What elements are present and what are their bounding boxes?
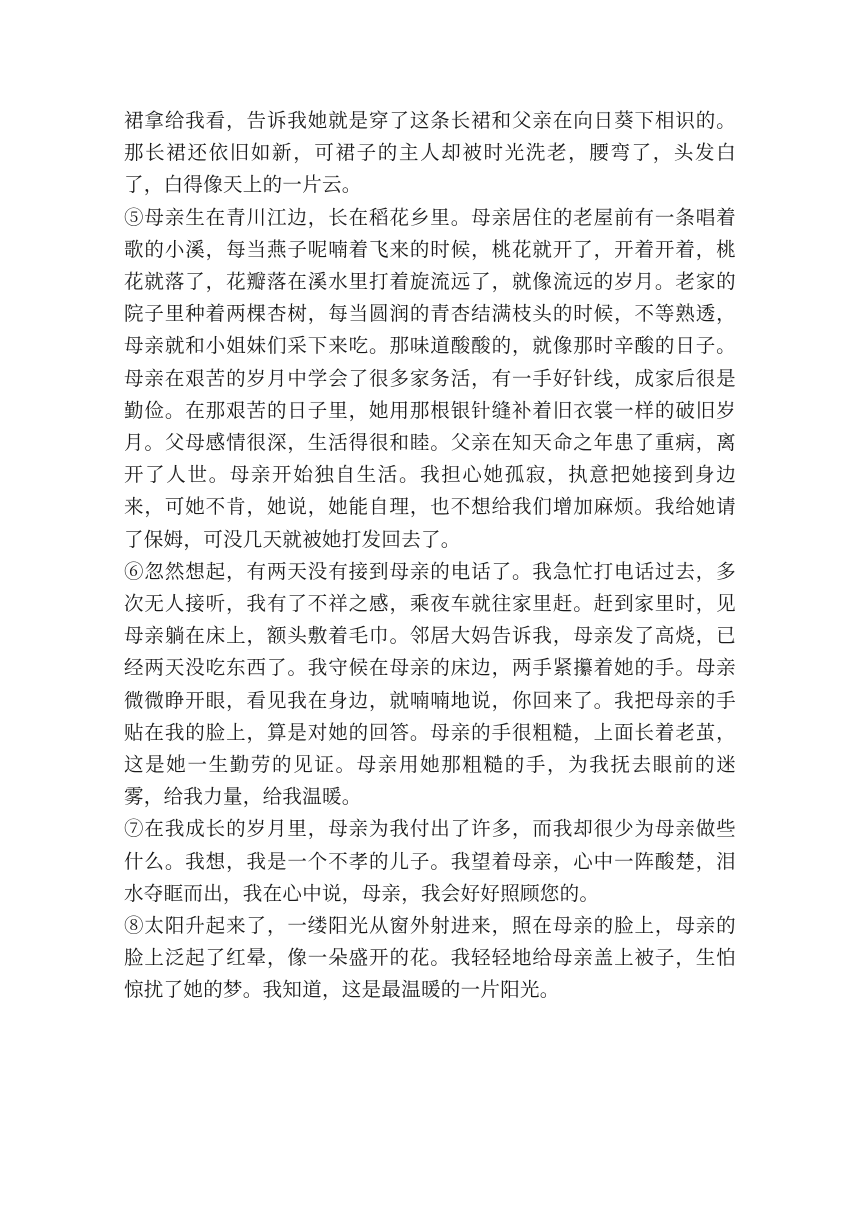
paragraph-8: ⑧太阳升起来了，一缕阳光从窗外射进来，照在母亲的脸上，母亲的脸上泛起了红晕，像一朵盛开的花。我轻轻地给母亲盖上被子，生怕惊扰了她的梦。我知道，这是最温暖的一片阳光。	[124, 914, 736, 1002]
paragraph-5: ⑤母亲生在青川江边，长在稻花乡里。母亲居住的老屋前有一条唱着歌的小溪，每当燕子呢喃着飞来的时候，桃花就开了，开着开着，桃花就落了，花瓣落在溪水里打着旋流远了，就像流远的岁月。老家的院子里种着两棵杏树，每当圆润的青杏结满枝头的时候，不等熟透，母亲就和小姐妹们采下来吃。那味道酸酸的，就像那时辛酸的日子。母亲在艰苦的岁月中学会了很多家务活，有一手好针线，成家后很是勤俭。在那艰苦的日子里，她用那根银针缝补着旧衣裳一样的破旧岁月。父母感情很深，生活得很和睦。父亲在知天命之年患了重病，离开了人世。母亲开始独自生活。我担心她孤寂，执意把她接到身边来，可她不肯，她说，她能自理，也不想给我们增加麻烦。我给她请了保姆，可没几天就被她打发回去了。	[124, 205, 736, 551]
document-body	[124, 105, 736, 1007]
paragraph-6: ⑥忽然想起，有两天没有接到母亲的电话了。我急忙打电话过去，多次无人接听，我有了不祥之感，乘夜车就往家里赶。赶到家里时，见母亲躺在床上，额头敷着毛巾。邻居大妈告诉我，母亲发了高烧，已经两天没吃东西了。我守候在母亲的床边，两手紧攥着她的手。母亲微微睁开眼，看见我在身边，就喃喃地说，你回来了。我把母亲的手贴在我的脸上，算是对她的回答。母亲的手很粗糙，上面长着老茧，这是她一生勤劳的见证。母亲用她那粗糙的手，为我抚去眼前的迷雾，给我力量，给我温暖。	[124, 559, 736, 809]
paragraph-continuation: 裙拿给我看，告诉我她就是穿了这条长裙和父亲在向日葵下相识的。那长裙还依旧如新，可裙子的主人却被时光洗老，腰弯了，头发白了，白得像天上的一片云。	[124, 109, 736, 197]
paragraph-7: ⑦在我成长的岁月里，母亲为我付出了许多，而我却很少为母亲做些什么。我想，我是一个不孝的儿子。我望着母亲，心中一阵酸楚，泪水夺眶而出，我在心中说，母亲，我会好好照顾您的。	[124, 817, 736, 905]
